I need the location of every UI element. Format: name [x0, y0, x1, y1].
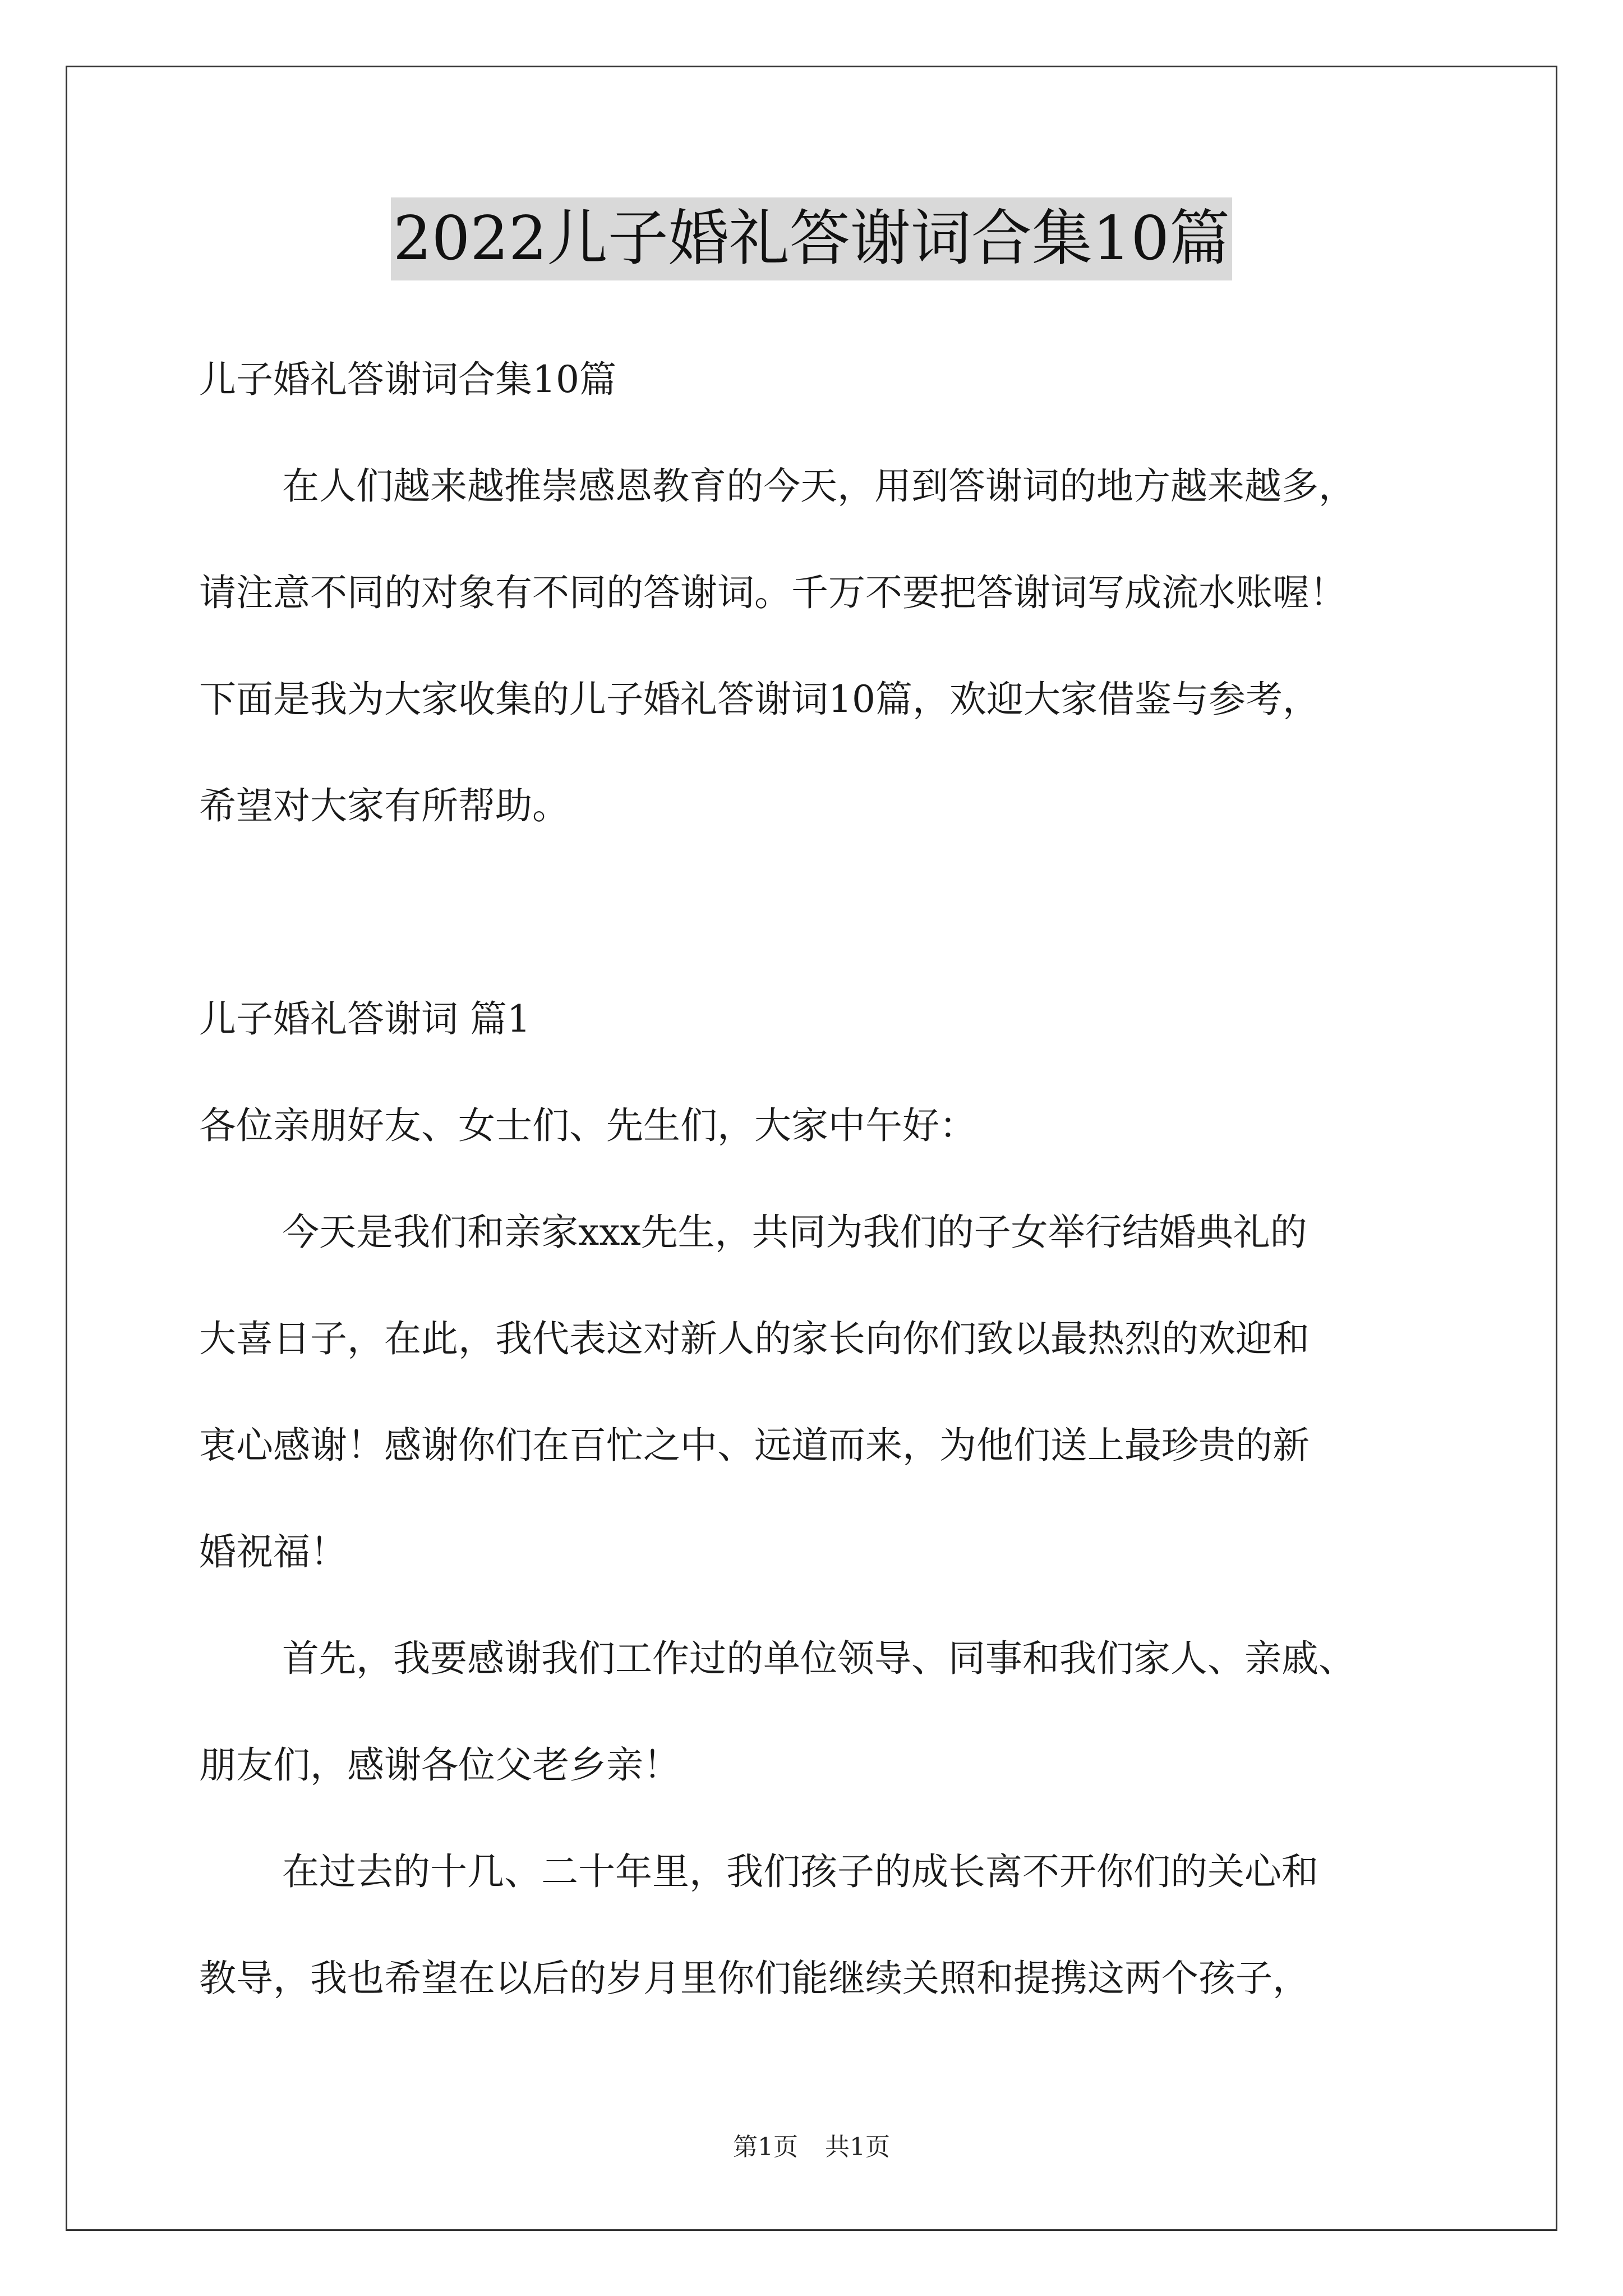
body-paragraph-line: 婚祝福！: [199, 1530, 347, 1573]
page-footer: [0, 2132, 1623, 2163]
body-paragraph-line: 今天是我们和亲家xxx先生，共同为我们的子女举行结婚典礼的: [282, 1211, 1307, 1254]
body-paragraph-line: 在过去的十几、二十年里，我们孩子的成长离不开你们的关心和: [282, 1850, 1318, 1893]
intro-paragraph-line: 希望对大家有所帮助。: [199, 784, 569, 827]
subtitle-line: 儿子婚礼答谢词合集10篇: [199, 358, 616, 401]
document-title: 2022儿子婚礼答谢词合集10篇: [391, 197, 1232, 280]
title-container: [0, 197, 1623, 280]
intro-paragraph-line: 在人们越来越推崇感恩教育的今天，用到答谢词的地方越来越多，: [282, 464, 1355, 508]
section-heading: 儿子婚礼答谢词 篇1: [199, 997, 531, 1041]
page-number-total: 共1页: [825, 2133, 890, 2161]
intro-paragraph-line: 请注意不同的对象有不同的答谢词。千万不要把答谢词写成流水账喔！: [199, 571, 1347, 614]
page-number-current: 第1页: [733, 2133, 798, 2161]
body-paragraph-line: 衷心感谢！感谢你们在百忙之中、远道而来，为他们送上最珍贵的新: [199, 1424, 1310, 1467]
body-paragraph-line: 朋友们，感谢各位父老乡亲！: [199, 1743, 680, 1787]
body-paragraph-line: 教导，我也希望在以后的岁月里你们能继续关照和提携这两个孩子，: [199, 1957, 1310, 2000]
body-paragraph-line: 大喜日子，在此，我代表这对新人的家长向你们致以最热烈的欢迎和: [199, 1317, 1310, 1360]
greeting-line: 各位亲朋好友、女士们、先生们，大家中午好：: [199, 1104, 976, 1147]
body-paragraph-line: 首先，我要感谢我们工作过的单位领导、同事和我们家人、亲戚、: [282, 1637, 1355, 1680]
intro-paragraph-line: 下面是我为大家收集的儿子婚礼答谢词10篇，欢迎大家借鉴与参考，: [199, 678, 1320, 721]
